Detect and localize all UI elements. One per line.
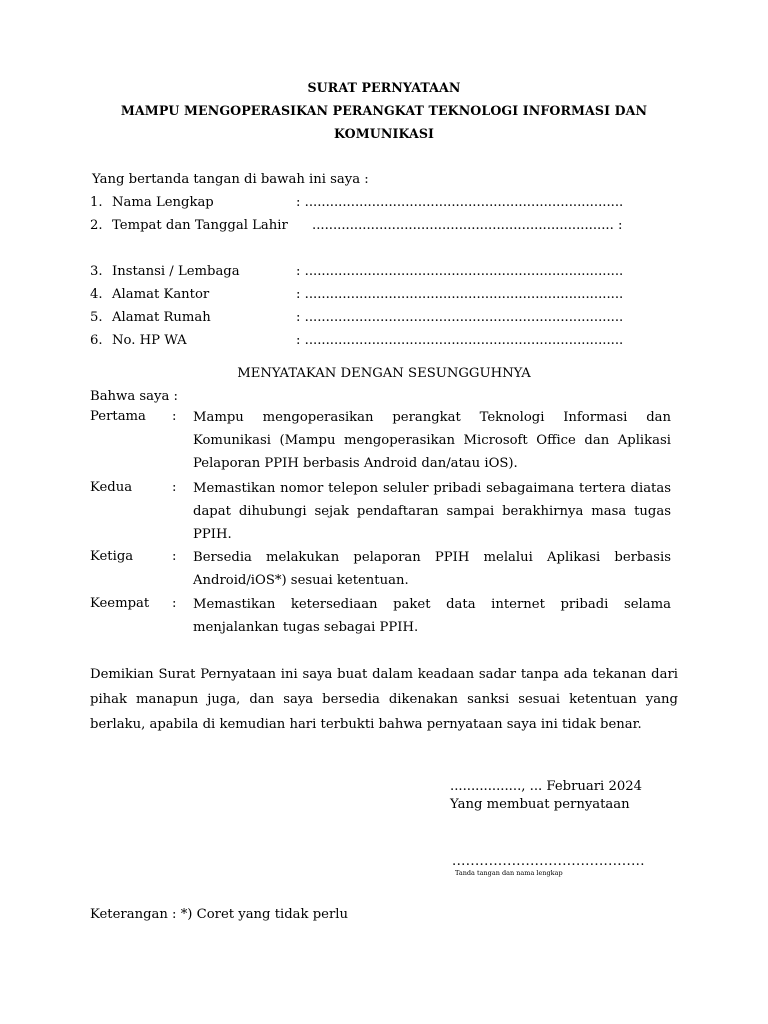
intro-text: Yang bertanda tangan di bawah ini saya : [92,172,369,187]
statement-label: Kedua [90,480,133,495]
field-number: 6. [90,333,103,348]
field-number: 2. [90,218,103,233]
statement-text: Mampu mengoperasikan perangkat Teknologi Informasi dan Komunikasi (Mampu mengoperasikan Microsoft Office dan Aplikasi Pelaporan PPIH berbasis Android dan/atau iOS). [193,410,671,471]
statement-colon: : [172,480,177,495]
field-label: Alamat Rumah [112,310,211,325]
field-blank: : ............................................................................ [296,287,624,302]
field-label: Nama Lengkap [112,195,214,210]
signature-line: .......................................... [452,854,645,869]
field-blank: : ............................................................................ [296,264,624,279]
field-blank: ........................................................................ : [312,218,623,233]
statement-text: Memastikan ketersediaan paket data internet pribadi selama menjalankan tugas sebagai PPIH. [193,597,671,635]
statement-label: Pertama [90,409,146,424]
bahwa-saya-text: Bahwa saya : [90,389,178,404]
document-title: SURAT PERNYATAAN [307,80,461,95]
field-alamat-kantor [90,287,680,309]
statement-colon: : [172,409,177,424]
statement-text: Memastikan nomor telepon seluler pribadi sebagaimana tertera diatas dapat dihubungi sejak pendaftaran sampai berakhirnya masa tugas PPIH. [193,481,671,542]
field-number: 1. [90,195,103,210]
field-label: Alamat Kantor [112,287,210,302]
field-alamat-rumah [90,310,680,332]
statement-colon: : [172,596,177,611]
field-instansi [90,264,680,286]
field-label: Instansi / Lembaga [112,264,240,279]
field-label: Tempat dan Tanggal Lahir [112,218,288,233]
statement-colon: : [172,549,177,564]
signature-note: Tanda tangan dan nama lengkap [455,869,563,877]
declaration-heading: MENYATAKAN DENGAN SESUNGGUHNYA [237,366,531,381]
field-blank: : ............................................................................ [296,333,624,348]
footnote: Keterangan : *) Coret yang tidak perlu [90,907,348,922]
statement-label: Keempat [90,596,150,611]
signer-caption: Yang membuat pernyataan [450,797,630,812]
closing-paragraph: Demikian Surat Pernyataan ini saya buat dalam keadaan sadar tanpa ada tekanan dari pihak manapun juga, dan saya bersedia dikenakan sanksi sesuai ketentuan yang berlaku, apabila di kemudian hari terbukti bahwa pernyataan saya ini tidak benar. [90,667,678,732]
field-number: 4. [90,287,103,302]
field-no-hp-wa [90,333,680,355]
document-subtitle-line2: KOMUNIKASI [333,126,435,141]
field-nama-lengkap [90,195,680,217]
place-date: ................., ... Februari 2024 [450,779,643,794]
field-number: 3. [90,264,103,279]
document-subtitle-line1: MAMPU MENGOPERASIKAN PERANGKAT TEKNOLOGI INFORMASI DAN [120,103,648,118]
field-tempat-tanggal-lahir [90,218,680,240]
statement-label: Ketiga [90,549,134,564]
field-blank: : ............................................................................ [296,310,624,325]
field-label: No. HP WA [112,333,187,348]
statement-text: Bersedia melakukan pelaporan PPIH melalui Aplikasi berbasis Android/iOS*) sesuai ketentuan. [193,550,671,588]
field-blank: : ............................................................................ [296,195,624,210]
field-number: 5. [90,310,103,325]
